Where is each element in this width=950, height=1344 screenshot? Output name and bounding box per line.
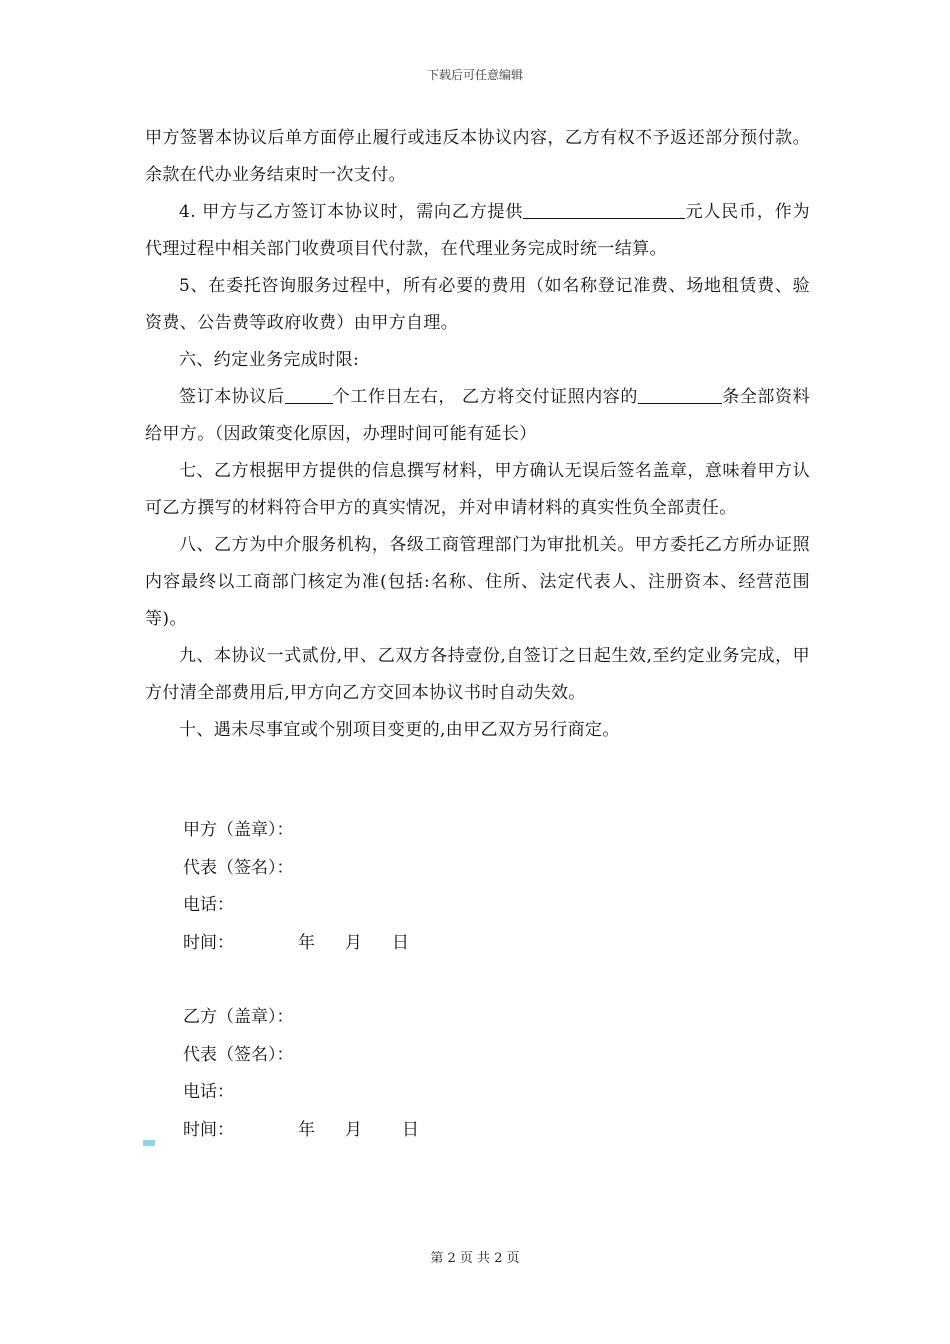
party-b-signature-block: [183, 999, 419, 1149]
section-10: 十、遇未尽事宜或个别项目变更的,由甲乙双方另行商定。: [179, 720, 620, 740]
party-a-year-label: 年: [298, 932, 315, 953]
section-8: 八、乙方为中介服务机构，各级工商管理部门为审批机关。甲方委托乙方所办证照内容最终以工商部门核定为准(包括:名称、住所、法定代表人、注册资本、经营范围等)。: [145, 535, 810, 629]
party-b-day-label: 日: [402, 1119, 419, 1140]
timeline-text-c: 条全部资料给甲方。（因政策变化原因，办理时间可能有延长）: [145, 387, 811, 444]
section-6-timeline: [145, 379, 810, 453]
corner-marker: [143, 1140, 155, 1146]
timeline-text-a: 签订本协议后: [179, 387, 285, 407]
party-b-time-label: 时间：: [183, 1119, 234, 1140]
section-6-heading: 六、约定业务完成时限:: [179, 350, 360, 370]
party-b-seal-label: 乙方（盖章）：: [183, 1007, 294, 1027]
party-a-phone-label: 电话：: [183, 895, 234, 915]
clause-4-payment: [145, 194, 810, 268]
party-a-rep-label: 代表（签名）：: [183, 857, 294, 878]
amount-blank: [523, 198, 685, 219]
clause-4-text-after: 元人民币，作为代理过程中相关部门收费项目代付款，在代理业务完成时统一结算。: [145, 202, 810, 259]
party-a-signature-block: [183, 812, 409, 962]
party-b-rep-label: 代表（签名）：: [183, 1044, 294, 1065]
clause-4-text-before: 4. 甲方与乙方签订本协议时，需向乙方提供: [179, 202, 524, 222]
party-b-phone-label: 电话：: [183, 1082, 234, 1102]
section-9: 九、本协议一式贰份,甲、乙双方各持壹份,自签订之日起生效,至约定业务完成，甲方付清全部费用后,甲方向乙方交回本协议书时自动失效。: [145, 646, 810, 703]
agreement-body: [145, 120, 810, 749]
item-count-blank: [638, 383, 722, 404]
party-a-time-line: [183, 925, 409, 963]
party-b-time-line: [183, 1112, 419, 1150]
clause-prepayment-continuation: 甲方签署本协议后单方面停止履行或违反本协议内容，乙方有权不予返还部分预付款。余款在代办业务结束时一次支付。: [145, 128, 810, 185]
clause-5-fees: 5、在委托咨询服务过程中，所有必要的费用（如名称登记准费、场地租赁费、验资费、公告费等政府收费）由甲方自理。: [145, 276, 810, 333]
party-a-time-label: 时间：: [183, 932, 234, 953]
party-a-month-label: 月: [345, 932, 362, 953]
party-a-day-label: 日: [392, 932, 409, 953]
party-b-year-label: 年: [298, 1119, 315, 1140]
party-b-month-label: 月: [345, 1119, 362, 1140]
timeline-text-b: 个工作日左右， 乙方将交付证照内容的: [332, 387, 639, 407]
page-header-note: 下载后可任意编辑: [426, 68, 523, 82]
section-7: 七、乙方根据甲方提供的信息撰写材料，甲方确认无误后签名盖章，意味着甲方认可乙方撰写的材料符合甲方的真实情况，并对申请材料的真实性负全部责任。: [145, 461, 810, 518]
party-a-seal-label: 甲方（盖章）：: [183, 820, 294, 840]
workdays-blank: [285, 383, 333, 404]
page-number: 第 2 页 共 2 页: [430, 1251, 520, 1266]
